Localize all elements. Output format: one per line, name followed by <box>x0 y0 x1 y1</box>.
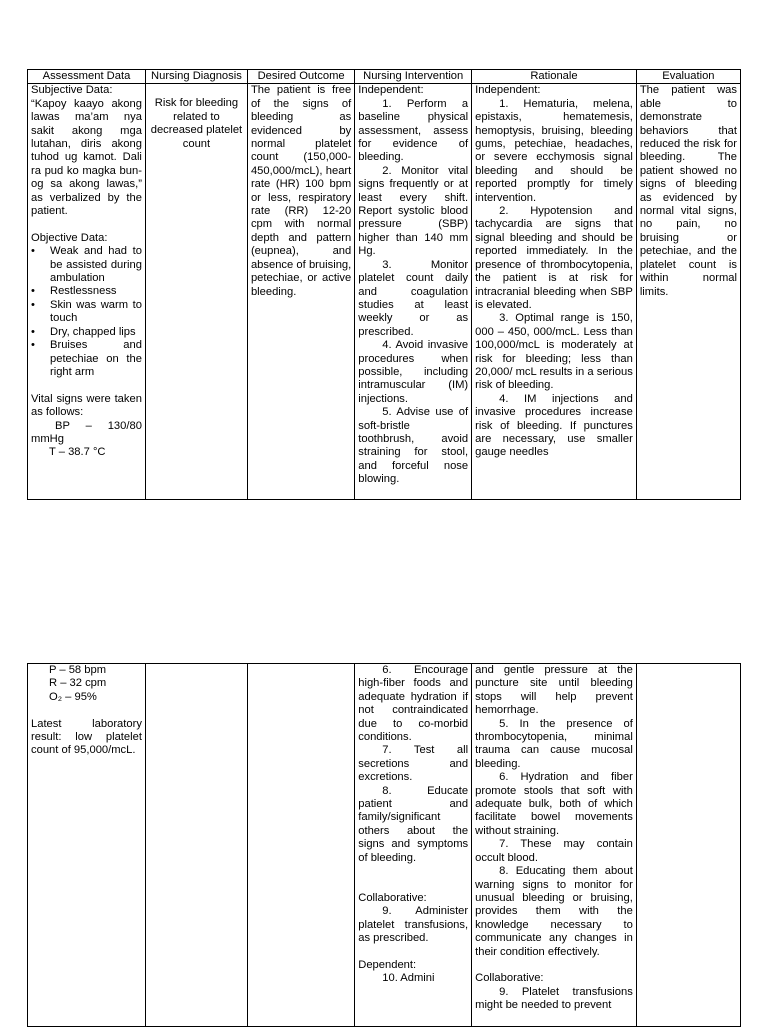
rationale-continued: and gentle pressure at the puncture site until bleeding stops will help prevent hemorrhage. <box>475 664 633 717</box>
bullet-icon: • <box>31 285 35 298</box>
header-row <box>28 70 741 84</box>
rationale-cell <box>472 84 637 500</box>
header-evaluation: Evaluation <box>636 70 740 84</box>
intervention-cell <box>355 664 472 1027</box>
rationale-item: 6. Hydration and fiber promote stools that soft with adequate bulk, both of which facilitate bowel movements without straining. <box>475 771 633 837</box>
list-item: • Skin was warm to touch <box>31 298 142 325</box>
intervention-item: 9. Administer platelet transfusions, as prescribed. <box>358 905 469 945</box>
collaborative-label: Collaborative: <box>358 891 427 904</box>
list-item: • Bruises and petechiae on the right arm <box>31 339 142 378</box>
lab-result: Latest laboratory result: low platelet count of 95,000/mcL. <box>31 717 142 757</box>
rationale-item: 7. These may contain occult blood. <box>475 838 633 864</box>
rationale-label: Independent: <box>475 84 541 97</box>
rationale-cell <box>472 664 637 1027</box>
dependent-label: Dependent: <box>358 958 417 971</box>
vital-respiration: R – 32 cpm <box>49 677 107 690</box>
bullet-icon: • <box>31 298 35 311</box>
intervention-label: Independent: <box>358 84 424 97</box>
outcome-cell <box>247 664 354 1027</box>
body-row <box>28 84 741 500</box>
outcome-text: The patient is free of the signs of bleeding as evidenced by normal platelet count (150,000-450,000/mcL), heart rate (HR) 100 bpm or less, respiratory rate (RR) 12-20 cpm with normal depth and pattern (eupnea), and absence of bruising, petechiae, or active bleeding. <box>250 84 352 298</box>
bullet-icon: • <box>31 245 35 258</box>
evaluation-cell <box>636 664 740 1027</box>
rationale-item: 1. Hematuria, melena, epistaxis, hematemesis, hemoptysis, bruising, bleeding gums, petechiae, headaches, or severe ecchymosis signal bleeding and should be reported promptly for timely intervention. <box>475 97 633 204</box>
header-diagnosis: Nursing Diagnosis <box>145 70 247 84</box>
outcome-cell <box>247 84 354 500</box>
list-item: • Weak and had to be assisted during ambulation <box>31 245 142 285</box>
diagnosis-cell <box>145 84 247 500</box>
intervention-item: 7. Test all secretions and excretions. <box>358 744 469 784</box>
rationale-item: 3. Optimal range is 150, 000 – 450, 000/mcL. Less than 100,000/mcL is moderately at risk for bleeding; less than 20,000/ mcL results in a serious risk of bleeding. <box>475 312 633 392</box>
rationale-item: 4. IM injections and invasive procedures increase risk of bleeding. If punctures are necessary, use smaller gauge needles <box>475 392 633 459</box>
intervention-cell <box>355 84 472 500</box>
vitals-intro: Vital signs were taken as follows: <box>31 392 142 419</box>
intervention-item: 10. Admini <box>382 972 435 985</box>
intervention-item: 1. Perform a baseline physical assessment, assess for evidence of bleeding. <box>358 97 469 164</box>
bullet-icon: • <box>31 325 35 338</box>
rationale-item: 2. Hypotension and tachycardia are signs that signal bleeding and should be reported immediately. In the presence of thrombocytopenia, the patient is at risk for intracranial bleeding when SBP is elevated. <box>475 205 633 311</box>
body-row <box>28 664 741 1027</box>
list-item: • Dry, chapped lips <box>31 325 136 338</box>
header-intervention: Nursing Intervention <box>355 70 472 84</box>
rationale-item: 8. Educating them about warning signs to monitor for unusual bleeding or bruising, provides them with the knowledge necessary to communicate any changes in their condition effectively. <box>475 865 633 958</box>
intervention-item: 6. Encourage high-fiber foods and adequate hydration if not contraindicated due to co-morbid conditions. <box>358 664 469 744</box>
subjective-text: “Kapoy kaayo akong lawas ma’am nya sakit akong mga lutahan, diris akong tuhod ug kamot. Dali ra pud ko magka bun-og sa akong lawas,” as verbalized by the patient. <box>31 97 142 218</box>
list-item: • Restlessness <box>31 285 117 298</box>
care-plan-table-page-2 <box>27 663 741 1027</box>
vital-oxygen: O₂ – 95% <box>49 690 97 703</box>
vital-bp: BP – 130/80 mmHg <box>31 419 142 445</box>
objective-label: Objective Data: <box>31 231 108 244</box>
header-outcome: Desired Outcome <box>247 70 354 84</box>
header-assessment: Assessment Data <box>28 70 146 84</box>
assessment-cell <box>28 84 146 500</box>
evaluation-text: The patient was able to demonstrate behaviors that reduced the risk for bleeding. The patient showed no signs of bleeding as evidenced by normal vital signs, no pain, no bruising or petechiae, and the platelet count is within normal limits. <box>639 84 737 298</box>
intervention-item: 2. Monitor vital signs frequently or at least every shift. Report systolic blood pressure (SBP) higher than 140 mm Hg. <box>358 164 469 258</box>
subjective-label: Subjective Data: <box>31 84 113 97</box>
rationale-item: 9. Platelet transfusions might be needed to prevent <box>475 985 633 1012</box>
intervention-item: 8. Educate patient and family/significant others about the signs and symptoms of bleeding. <box>358 784 469 864</box>
evaluation-cell <box>636 84 740 500</box>
care-plan-table-page-1 <box>27 69 741 500</box>
assessment-cell <box>28 664 146 1027</box>
diagnosis-cell <box>145 664 247 1027</box>
objective-list <box>31 245 142 379</box>
bullet-icon: • <box>31 339 35 352</box>
diagnosis-text: Risk for bleeding related to decreased platelet count <box>150 97 243 150</box>
intervention-item: 4. Avoid invasive procedures when possible, including intramuscular (IM) injections. <box>358 339 469 405</box>
rationale-collaborative-label: Collaborative: <box>475 972 544 985</box>
intervention-item: 3. Monitor platelet count daily and coagulation studies at least weekly or as prescribed. <box>358 258 469 338</box>
intervention-item: 5. Advise use of soft-bristle toothbrush, avoid straining for stool, and forceful nose blowing. <box>358 406 469 486</box>
vital-temperature: T – 38.7 °C <box>49 446 106 459</box>
vital-pulse: P – 58 bpm <box>49 664 107 676</box>
header-rationale: Rationale <box>472 70 637 84</box>
rationale-item: 5. In the presence of thrombocytopenia, minimal trauma can cause mucosal bleeding. <box>475 717 633 770</box>
